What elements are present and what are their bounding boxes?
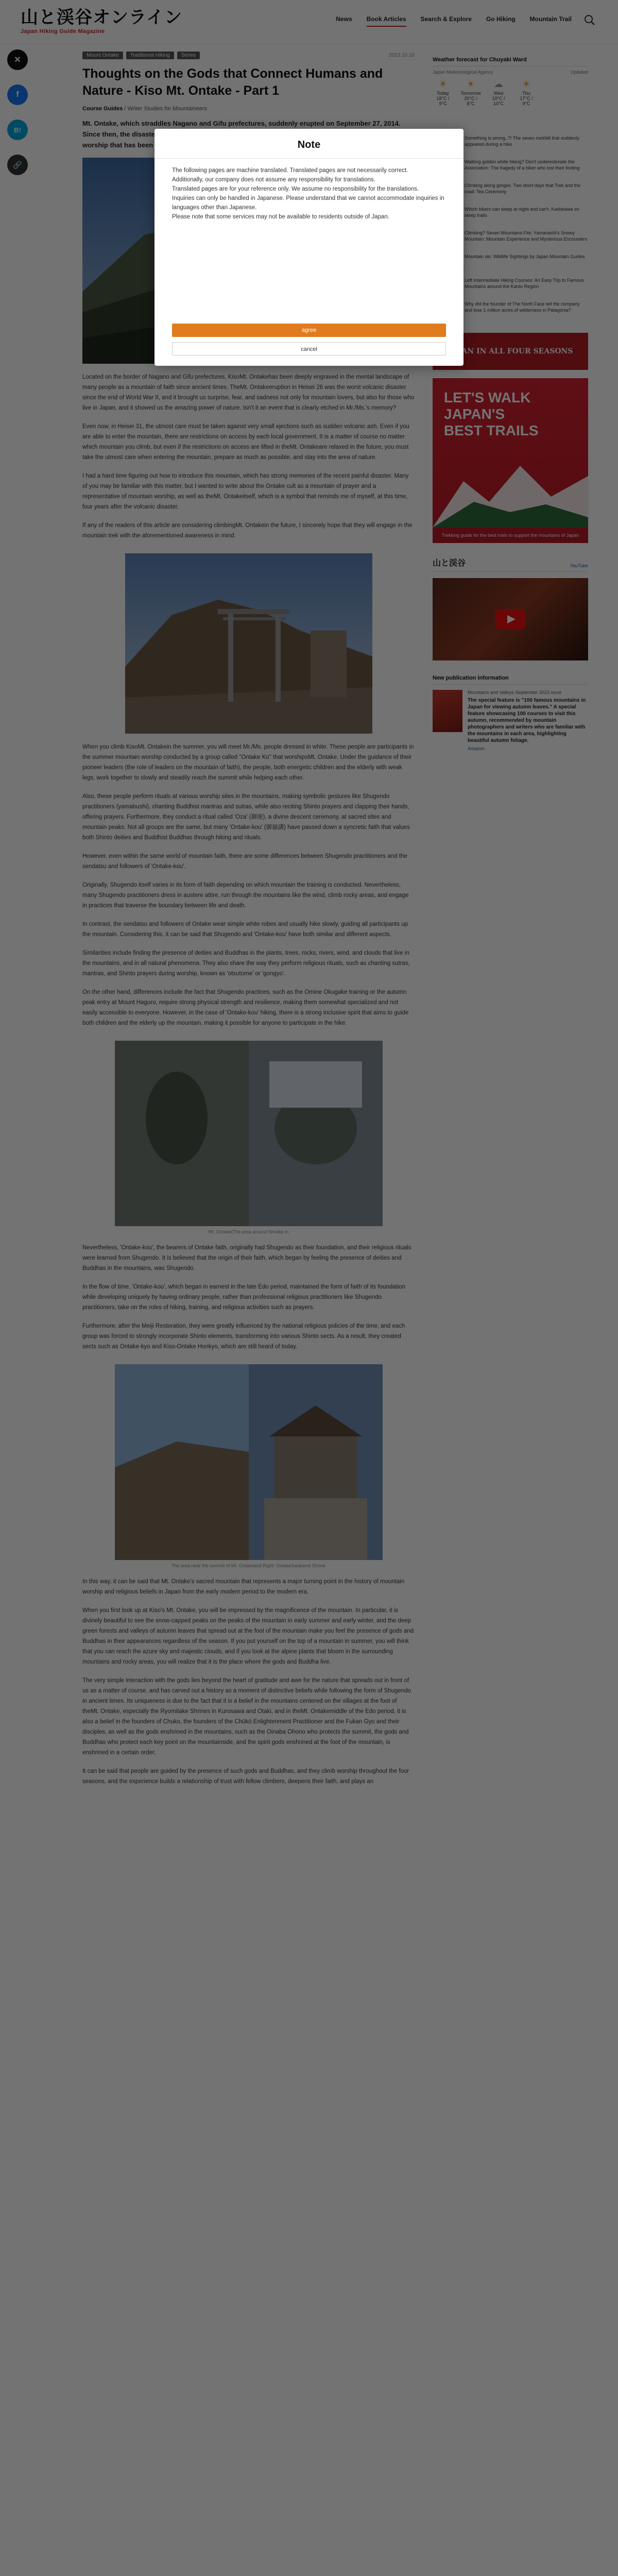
modal-title: Note [297, 139, 321, 150]
translation-notice-modal [154, 129, 464, 366]
modal-divider [154, 158, 464, 159]
modal-line: Translated pages are for your reference only. We assume no responsibility for the translations. [172, 186, 419, 192]
modal-body [172, 166, 446, 222]
cancel-button[interactable]: cancel [172, 342, 446, 355]
modal-line: The following pages are machine translated. Translated pages are not necessarily correct. [172, 167, 408, 174]
modal-line: Additionally, our company does not assume any responsibility for translations. [172, 177, 375, 183]
modal-line: Inquiries can only be handled in Japanese. Please understand that we cannot accommodate inquiries in languages other than Japanese. [172, 195, 444, 211]
agree-button[interactable]: agree [172, 324, 446, 337]
modal-line: Please note that some services may not be available to residents outside of Japan. [172, 214, 389, 220]
